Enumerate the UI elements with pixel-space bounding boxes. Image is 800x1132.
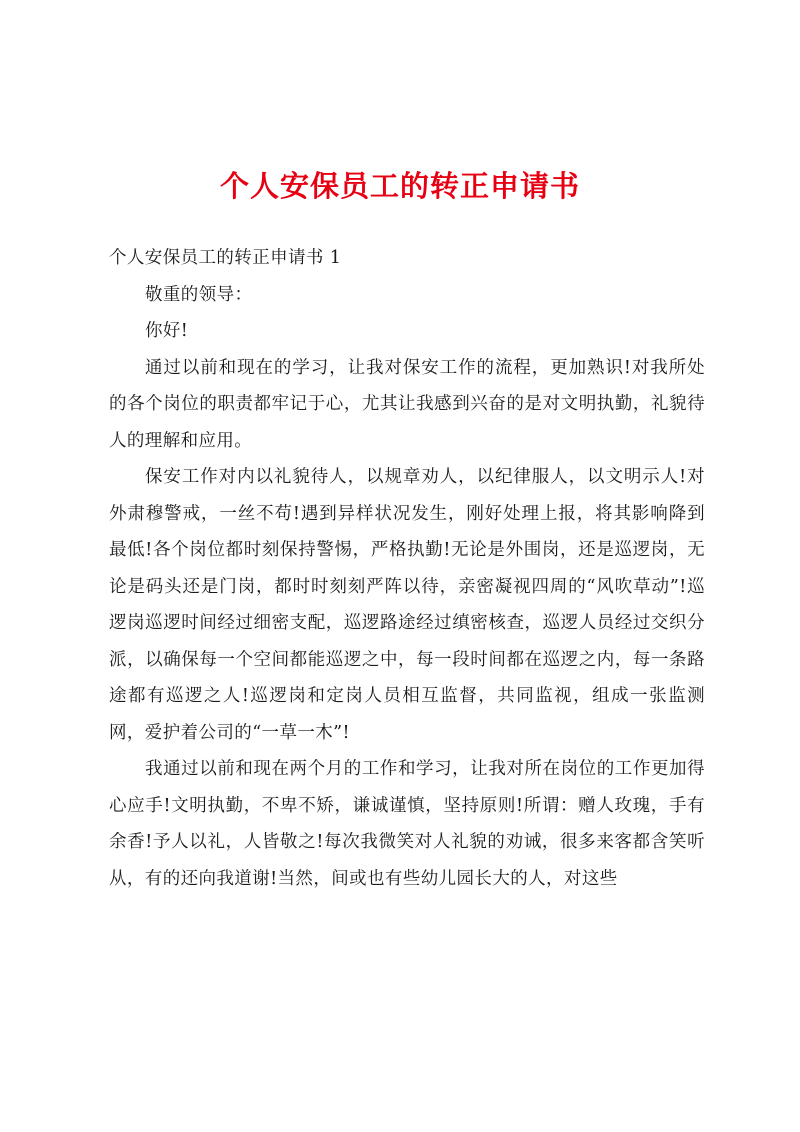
- paragraph: 我通过以前和现在两个月的工作和学习，让我对所在岗位的工作更加得心应手!文明执勤，不卑不矫，谦诚谨慎，坚持原则!所谓：赠人玫瑰，手有余香!予人以礼，人皆敬之!每次我微笑对人礼貌的劝诫，很多来客都含笑听从，有的还向我道谢!当然，间或也有些幼儿园长大的人，对这些: [109, 759, 705, 889]
- document-body: [109, 240, 705, 897]
- page-title: 个人安保员工的转正申请书: [219, 169, 580, 203]
- salutation: 敬重的领导：: [145, 284, 253, 305]
- greeting: 你好!: [145, 321, 189, 341]
- paragraph: 保安工作对内以礼貌待人，以规章劝人，以纪律服人，以文明示人!对外肃穆警戒，一丝不苟!遇到异样状况发生，刚好处理上报，将其影响降到最低!各个岗位都时刻保持警惕，严格执勤!无论是外围岗，还是巡逻岗，无论是码头还是门岗，都时时刻刻严阵以待，亲密凝视四周的“风吹草动”!巡逻岗巡逻时间经过细密支配，巡逻路途经过缜密核查，巡逻人员经过交织分派，以确保每一个空间都能巡逻之中，每一段时间都在巡逻之内，每一条路途都有巡逻之人!巡逻岗和定岗人员相互监督，共同监视，组成一张监测网，爱护着公司的“一草一木”!: [109, 467, 705, 743]
- paragraph: 通过以前和现在的学习，让我对保安工作的流程，更加熟识!对我所处的各个岗位的职责都牢记于心，尤其让我感到兴奋的是对文明执勤，礼貌待人的理解和应用。: [109, 357, 705, 451]
- document-subtitle: 个人安保员工的转正申请书 1: [109, 248, 342, 268]
